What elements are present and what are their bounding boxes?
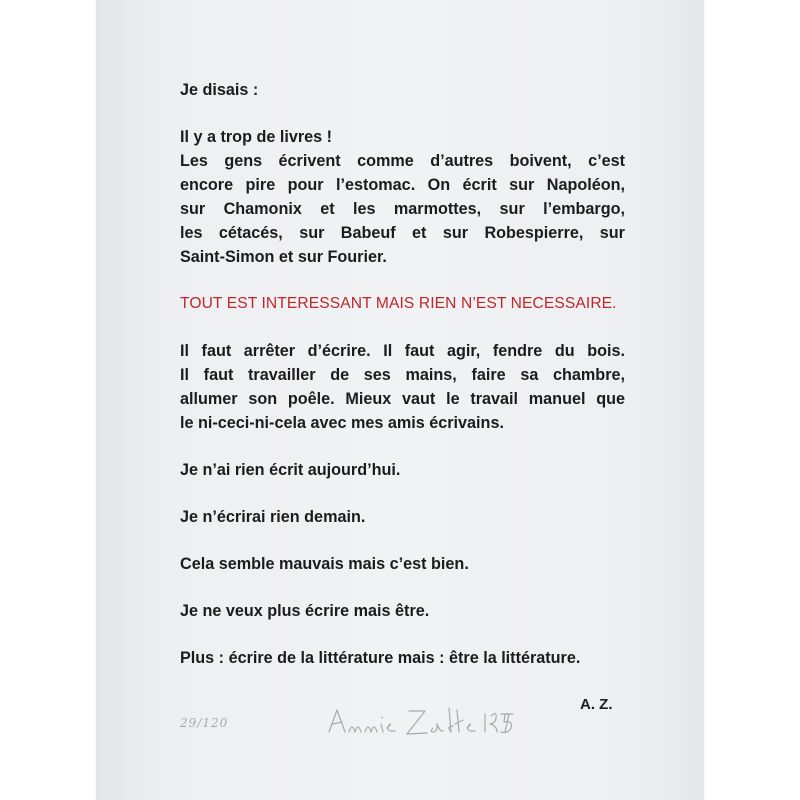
line-today: [180, 458, 625, 482]
stanza-two-line-2: Il faut travailler de ses mains, faire sa chambre,: [180, 366, 625, 384]
line-bad-text: Cela semble mauvais mais c’est bien.: [180, 555, 469, 573]
red-statement: [180, 292, 625, 316]
pencil-signature: [325, 702, 515, 742]
stanza-two-line-4: le ni-ceci-ni-cela avec mes amis écrivains.: [180, 414, 504, 432]
line-bad: [180, 552, 625, 576]
stanza-two: [180, 339, 625, 435]
stanza-one: [180, 125, 625, 269]
poem-text: [180, 78, 625, 670]
stanza-one-line-5: les cétacés, sur Babeuf et sur Robespierre, sur: [180, 224, 625, 242]
stanza-two-line-3: allumer son poêle. Mieux vaut le travail manuel que: [180, 390, 625, 408]
author-initials: A. Z.: [580, 696, 613, 713]
edition-number: 29/120: [180, 716, 229, 730]
line-tomorrow-text: Je n’écrirai rien demain.: [180, 508, 366, 526]
stanza-one-line-1: Il y a trop de livres !: [180, 128, 333, 146]
red-statement-line: TOUT EST INTERESSANT MAIS RIEN N’EST NECESSAIRE.: [180, 295, 617, 312]
intro-line: Je disais :: [180, 81, 259, 99]
line-tomorrow: [180, 505, 625, 529]
line-plus: [180, 646, 625, 670]
line-want: [180, 599, 625, 623]
stanza-one-line-2: Les gens écrivent comme d’autres boivent, c’est: [180, 152, 625, 170]
line-today-text: Je n’ai rien écrit aujourd’hui.: [180, 461, 401, 479]
intro-paragraph: [180, 78, 625, 102]
line-plus-text: Plus : écrire de la littérature mais : être la littérature.: [180, 649, 581, 667]
stanza-one-line-3: encore pire pour l’estomac. On écrit sur Napoléon,: [180, 176, 625, 194]
stanza-one-line-6: Saint-Simon et sur Fourier.: [180, 248, 387, 266]
line-want-text: Je ne veux plus écrire mais être.: [180, 602, 430, 620]
stanza-two-line-1: Il faut arrêter d’écrire. Il faut agir, fendre du bois.: [180, 342, 625, 360]
stanza-one-line-4: sur Chamonix et les marmottes, sur l’embargo,: [180, 200, 625, 218]
